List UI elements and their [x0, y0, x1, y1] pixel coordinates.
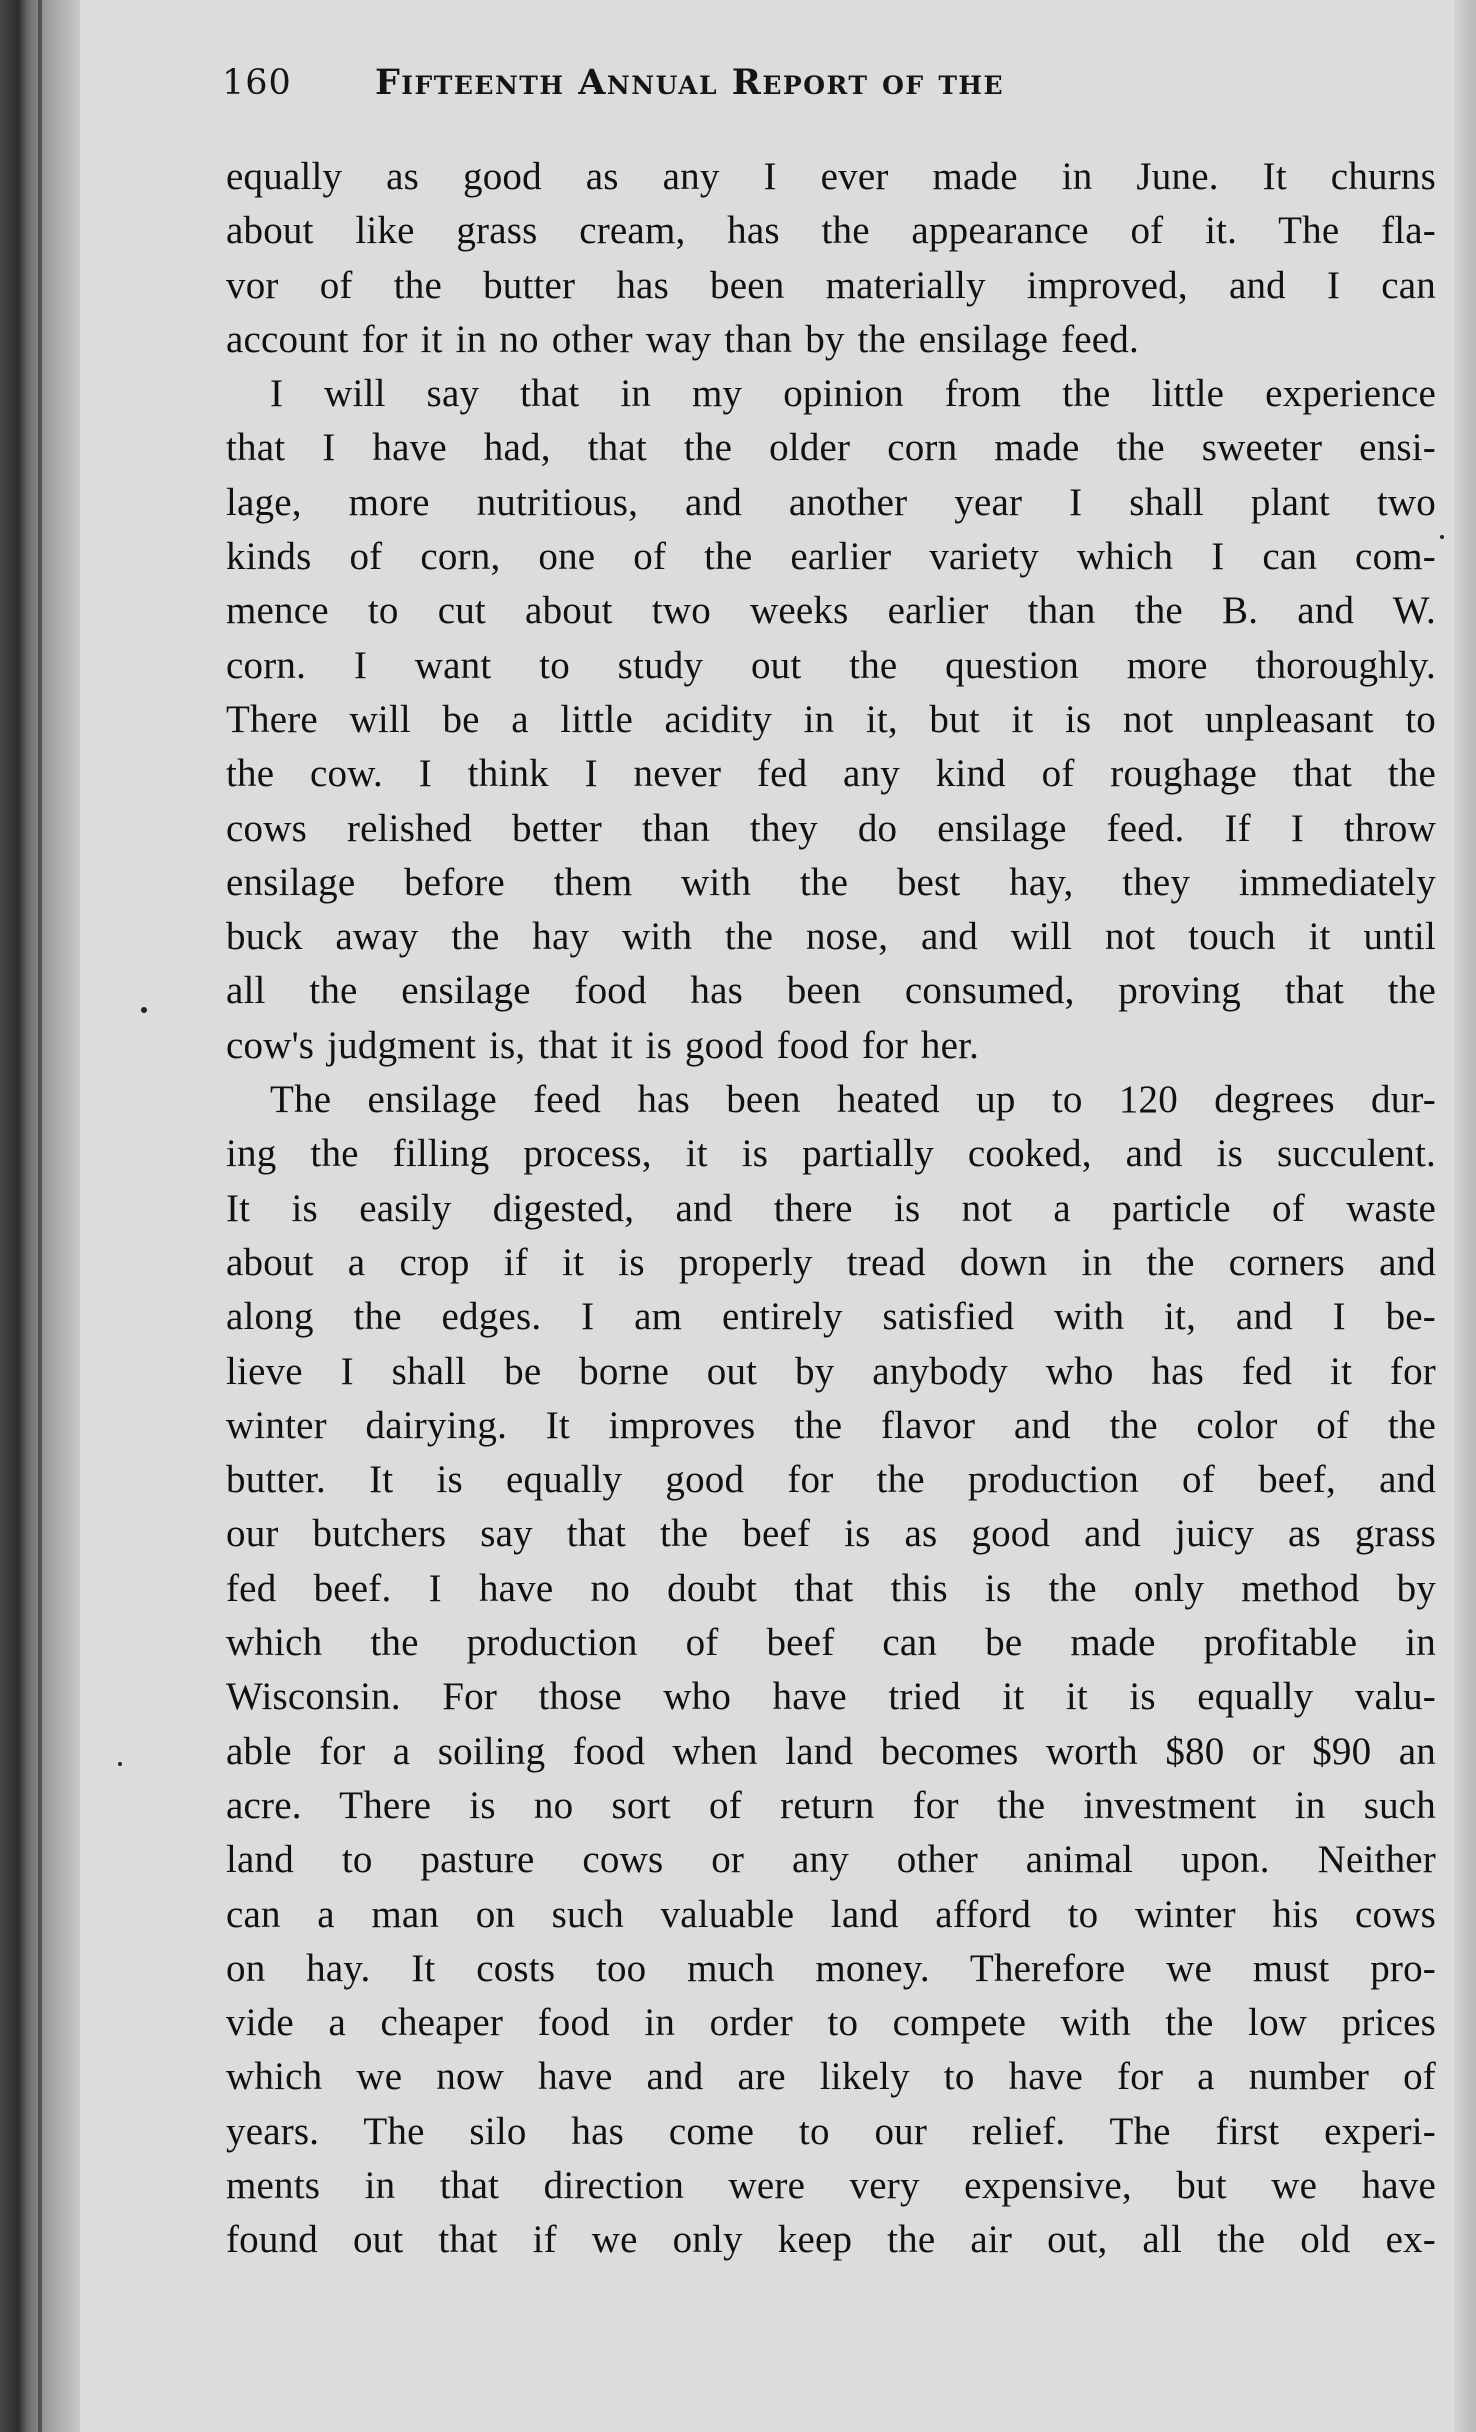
text-line: vide a cheaper food in order to compete with the low prices: [226, 2001, 1436, 2045]
text-line: It is easily digested, and there is not a particle of waste: [226, 1186, 1436, 1230]
text-line: our butchers say that the beef is as good and juicy as grass: [226, 1512, 1436, 1556]
text-line: can a man on such valuable land afford to winter his cows: [226, 1892, 1436, 1936]
text-line: ing the filling process, it is partially cooked, and is succulent.: [226, 1132, 1436, 1176]
text-line: There will be a little acidity in it, but it is not unpleasant to: [226, 697, 1436, 741]
running-head: Fifteenth Annual Report of the: [374, 62, 1005, 103]
text-line: fed beef. I have no doubt that this is the only method by: [226, 1566, 1436, 1610]
text-line: years. The silo has come to our relief. The first experi-: [226, 2109, 1436, 2153]
binding-shadow-line: [38, 0, 42, 2432]
body-text: [226, 150, 1436, 2268]
ink-speck: [1440, 535, 1444, 539]
text-line: about a crop if it is properly tread down in the corners and: [226, 1240, 1436, 1284]
text-line: acre. There is no sort of return for the investment in such: [226, 1783, 1436, 1827]
text-line: ments in that direction were very expensive, but we have: [226, 2163, 1436, 2207]
text-line: vor of the butter has been materially improved, and I can: [226, 263, 1436, 307]
ink-speck: [118, 1762, 122, 1766]
text-line: lieve I shall be borne out by anybody who has fed it for: [226, 1349, 1436, 1393]
text-line: kinds of corn, one of the earlier variety which I can com-: [226, 535, 1436, 579]
text-line: all the ensilage food has been consumed, proving that the: [226, 969, 1436, 1013]
text-line: winter dairying. It improves the flavor and the color of the: [226, 1403, 1436, 1447]
page-header: [222, 62, 1412, 103]
text-line: found out that if we only keep the air out, all the old ex-: [226, 2218, 1436, 2262]
text-line: The ensilage feed has been heated up to 120 degrees dur-: [270, 1078, 1436, 1122]
page-number: 160: [222, 63, 292, 103]
text-line: the cow. I think I never fed any kind of roughage that the: [226, 752, 1436, 796]
text-line: mence to cut about two weeks earlier than the B. and W.: [226, 589, 1436, 633]
text-line: that I have had, that the older corn made the sweeter ensi-: [226, 426, 1436, 470]
text-line: buck away the hay with the nose, and will not touch it until: [226, 915, 1436, 959]
text-line: land to pasture cows or any other animal upon. Neither: [226, 1838, 1436, 1882]
text-line: about like grass cream, has the appearance of it. The fla-: [226, 209, 1436, 253]
text-line: ensilage before them with the best hay, they immediately: [226, 860, 1436, 904]
text-line: along the edges. I am entirely satisfied with it, and I be-: [226, 1295, 1436, 1339]
text-line: corn. I want to study out the question more thoroughly.: [226, 643, 1436, 687]
text-line: butter. It is equally good for the production of beef, and: [226, 1458, 1436, 1502]
text-line: which we now have and are likely to have for a number of: [226, 2055, 1436, 2099]
text-line: cow's judgment is, that it is good food for her.: [226, 1023, 980, 1067]
text-line: equally as good as any I ever made in June. It churns: [226, 155, 1436, 198]
text-line: which the production of beef can be made profitable in: [226, 1621, 1436, 1665]
text-line: cows relished better than they do ensilage feed. If I throw: [226, 806, 1436, 850]
text-line: on hay. It costs too much money. Therefore we must pro-: [226, 1946, 1436, 1990]
text-line: I will say that in my opinion from the little experience: [270, 372, 1436, 416]
page-edge: [1454, 0, 1476, 2432]
text-line: able for a soiling food when land becomes worth $80 or $90 an: [226, 1729, 1436, 1773]
text-line: account for it in no other way than by the ensilage feed.: [226, 317, 1139, 361]
text-line: lage, more nutritious, and another year I shall plant two: [226, 480, 1436, 524]
text-line: Wisconsin. For those who have tried it it is equally valu-: [226, 1675, 1436, 1719]
ink-speck: [141, 1007, 147, 1013]
